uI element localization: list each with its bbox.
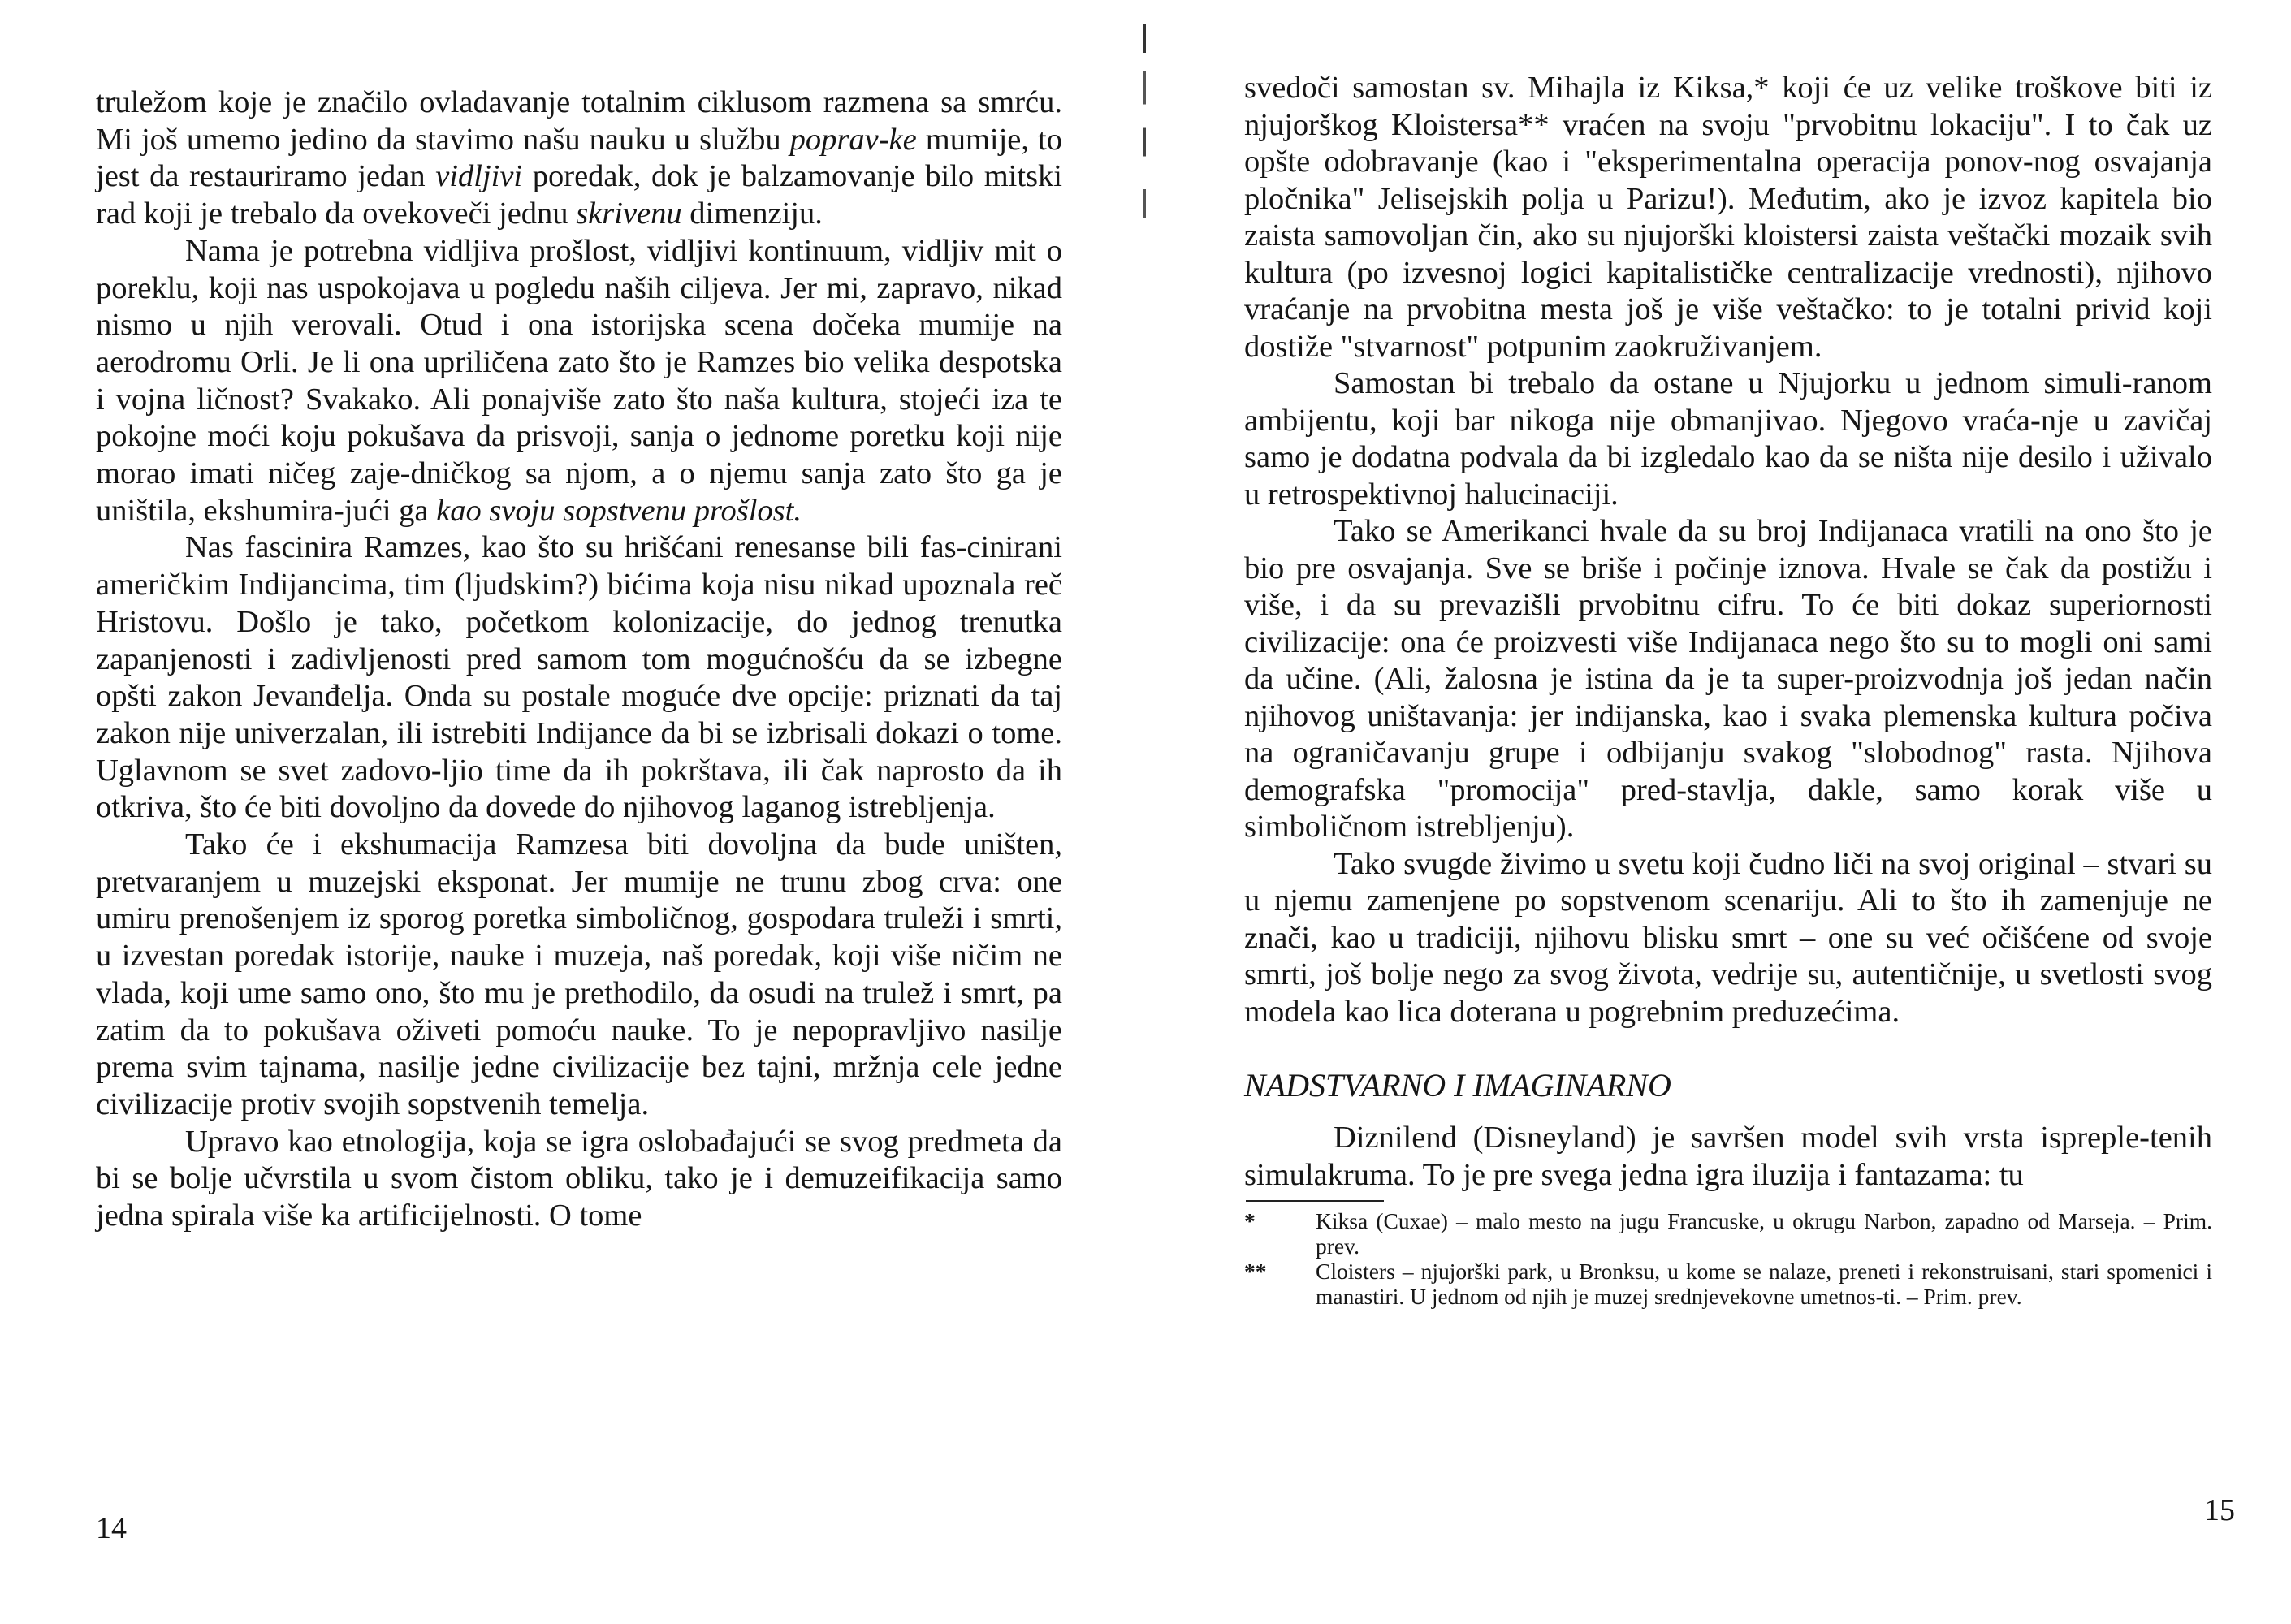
- text-run: Tako će i ekshumacija Ramzesa biti dovoljna da bude uništen, pretvaranjem u muzejski eksponat. Jer mumije ne trunu zbog crva: one umiru prenošenjem iz sporog poretka simboličnog, gospodara truleži i smrti, u izvestan poredak istorije, nauke i muzeja, naš poredak, koji više ničim ne vlada, koji ume samo ono, što mu je prethodilo, da osudi na trulež i smrt, pa zatim da to pokušava oživeti pomoću nauke. To je nepopravljivo nasilje prema svim tajnama, nasilje jedne civilizacije bez tajni, mržnja cele jedne civilizacije protiv svojih sopstvenih temelja.: [96, 827, 1062, 1121]
- text-run: Samostan bi trebalo da ostane u Njujorku u jednom simuli-ranom ambijentu, koji bar nikoga nije obmanjivao. Njegovo vraća-nje u zavičaj samo je dodatna podvala da bi izgledalo kao da se ništa nije desilo i uživalo u retrospektivnoj halucinaciji.: [1244, 366, 2212, 512]
- footnote: [1244, 1259, 2212, 1309]
- text-run: poredak, dok je balzamovanje bilo mitski rad koji je trebalo da ovekoveči jednu: [96, 159, 1062, 231]
- left-page-text: [96, 84, 1062, 1235]
- footnote: [1244, 1208, 2212, 1259]
- right-page: [1145, 0, 2291, 1624]
- text-run: svedoči samostan sv. Mihajla iz Kiksa,* koji će uz velike troškove biti iz njujorškog Kloistersa** vraćen na svoju "prvobitnu lokaciju". I to čak uz opšte odobravanje (kao i "eksperimentalna operacija ponov-nog osvajanja pločnika" Jelisejskih polja u Parizu!). Međutim, ako je izvoz kapitela bio zaista samovoljan čin, ako su njujorški kloistersi zaista veštački mozaik svih kultura (po izvesnoj logici kapitalističke centralizacije vrednosti), njihovo vraćanje na prvobitna mesta još je više veštačko: to je totalni privid koji dostiže "stvarnost" potpunim zaokruživanjem.: [1244, 71, 2212, 364]
- page-number-left: 14: [96, 1511, 127, 1545]
- text-run: truležom koje je značilo ovladavanje totalnim ciklusom razmena sa smrću. Mi još umemo jedino da stavimo našu nauku u službu: [96, 85, 1062, 157]
- paragraph: [1244, 846, 2212, 1031]
- section-intro: [1244, 1120, 2212, 1194]
- text-run: mumije, to jest da restauriramo jedan: [96, 122, 1062, 194]
- paragraph: [96, 84, 1062, 233]
- paragraph: [1244, 365, 2212, 513]
- italic-text: vidljivi: [435, 159, 523, 194]
- footnote-mark: *: [1244, 1208, 1256, 1233]
- footnotes: [1244, 1208, 2212, 1309]
- italic-text: skrivenu: [576, 197, 682, 231]
- text-run: Nas fascinira Ramzes, kao što su hrišćani renesanse bili fas-cinirani američkim Indijancima, tim (ljudskim?) bićima koja nisu nikad upoznala reč Hristovu. Došlo je tako, početkom kolonizacije, do jednog trenutka zapanjenosti i zadivljenosti pred samom tom mogućnošću da se izbegne opšti zakon Jevanđelja. Onda su postale moguće dve opcije: priznati da taj zakon nije univerzalan, ili istrebiti Indijance da bi se izbrisali dokazi o tome. Uglavnom se svet zadovo-ljio time da ih pokrštava, ili čak naprosto da ih otkriva, što će biti dovoljno da dovede do njihovog laganog istrebljenja.: [96, 530, 1062, 825]
- right-page-text: [1244, 70, 2212, 1309]
- paragraph: [96, 1124, 1062, 1235]
- paragraph: [96, 529, 1062, 827]
- footnote-mark: **: [1244, 1259, 1267, 1284]
- text-run: Tako se Amerikanci hvale da su broj Indijanaca vratili na ono što je bio pre osvajanja. Sve se briše i počinje iznova. Hvale se čak da postižu i više, i da su prevazišli prvobitnu cifru. To će biti dokaz superiornosti civilizacije: ona će proizvesti više Indijanaca nego što su to mogli oni sami da učine. (Ali, žalosna je istina da je ta super-proizvodnja još jedan način njihovog uništavanja: jer indijanska, kao i svaka plemenska kultura počiva na ograničavanju grupe i odbijanju svakog "slobodnog" rasta. Njihova demografska "promocija" pred-stavlja, dakle, samo korak više u simboličnom istrebljenju).: [1244, 514, 2212, 844]
- page-number-right: 15: [2204, 1493, 2235, 1527]
- paragraph: [1244, 513, 2212, 846]
- paragraph: [1244, 1120, 2212, 1194]
- right-page-paragraphs: [1244, 70, 2212, 1030]
- text-run: dimenziju.: [681, 197, 823, 231]
- text-run: Nama je potrebna vidljiva prošlost, vidljivi kontinuum, vidljiv mit o poreklu, koji nas uspokojava u pogledu naših ciljeva. Jer mi, zapravo, nikad nismo u njih verovali. Otud i ona istorijska scena dočeka mumije na aerodromu Orli. Je li ona upriličena zato što je Ramzes bio velika despotska i vojna ličnost? Svakako. Ali ponajviše zato što naša kultura, stojeći iza te pokojne moći koju pokušava da prisvoji, sanja o jednome poretku koji nije morao imati ničeg zaje-dničkog sa njom, a o njemu sanja zato što ga je uništila, ekshumira-jući ga: [96, 233, 1062, 528]
- left-page: [0, 0, 1145, 1624]
- paragraph: [1244, 70, 2212, 365]
- italic-text: poprav-ke: [789, 122, 917, 157]
- footnote-rule: [1246, 1200, 1384, 1202]
- paragraph: [96, 827, 1062, 1124]
- italic-text: kao svoju sopstvenu prošlost.: [436, 493, 802, 528]
- footnote-text: Kiksa (Cuxae) – malo mesto na jugu Francuske, u okrugu Narbon, zapadno od Marseja. – Prim. prev.: [1316, 1208, 2212, 1259]
- footnote-text: Cloisters – njujorški park, u Bronksu, u kome se nalaze, preneti i rekonstruisani, stari spomenici i manastiri. U jednom od njih je muzej srednjevekovne umetnos-ti. – Prim. prev.: [1316, 1259, 2212, 1309]
- text-run: Upravo kao etnologija, koja se igra oslobađajući se svog predmeta da bi se bolje učvrstila u svom čistom obliku, tako je i demuzeifikacija samo jedna spirala više ka artificijelnosti. O tome: [96, 1124, 1062, 1233]
- text-run: Diznilend (Disneyland) je savršen model svih vrsta ispreple-tenih simulakruma. To je pre svega jedna igra iluzija i fantazama: tu: [1244, 1121, 2212, 1192]
- paragraph: [96, 233, 1062, 530]
- section-heading: NADSTVARNO I IMAGINARNO: [1244, 1067, 1671, 1104]
- text-run: Tako svugde živimo u svetu koji čudno liči na svoj original – stvari su u njemu zamenjene po sopstvenom scenariju. Ali to što ih zamenjuje ne znači, kao u tradiciji, njihovu blisku smrt – one su već očišćene od svoje smrti, još bolje nego za svog života, vedrije su, autentičnije, u svetlosti svog modela kao lica doterana u pogrebnim preduzećima.: [1244, 846, 2212, 1029]
